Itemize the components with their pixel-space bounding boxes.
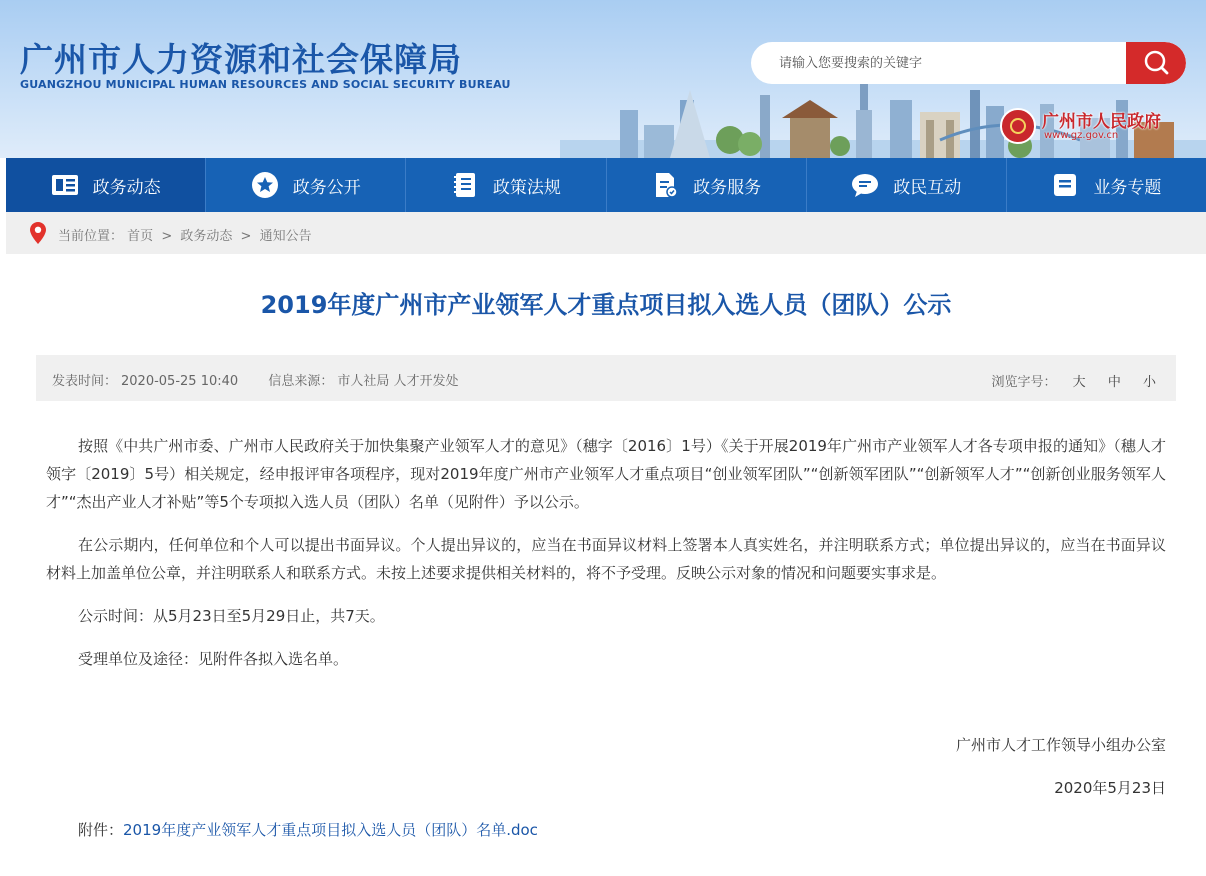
article-paragraph: 受理单位及途径：见附件各拟入选名单。 xyxy=(78,650,349,668)
gov-portal-url: www.gz.gov.cn xyxy=(1044,130,1119,141)
nav-item-topics[interactable] xyxy=(1007,158,1206,212)
nav-item-service[interactable] xyxy=(607,158,807,212)
search-input[interactable] xyxy=(751,42,1125,84)
font-size-switcher xyxy=(992,371,1156,390)
gov-emblem-icon xyxy=(1000,108,1036,144)
site-title[interactable]: 广州市人力资源和社会保障局 xyxy=(20,40,462,79)
article-body xyxy=(46,432,1166,688)
font-size-medium[interactable]: 中 xyxy=(1107,375,1121,390)
nav-item-policy[interactable] xyxy=(406,158,606,212)
font-size-large[interactable]: 大 xyxy=(1072,375,1086,390)
source-label: 信息来源： xyxy=(268,374,334,389)
breadcrumb-separator: > xyxy=(161,229,173,244)
article-paragraph: 按照《中共广州市委、广州市人民政府关于加快集聚产业领军人才的意见》（穗字〔2016〕1号）《关于开展2019年广州市产业领军人才各专项申报的通知》（穗人才领字〔2019〕5号）相关规定，经申报评审各项程序，现对2019年度广州市产业领军人才重点项目“创业领军团队”“创新领军团队”“创新领军人才”“创新创业服务领军人才”“杰出产业人才补贴”等5个专项拟入选人员（团队）名单（见附件）予以公示。 xyxy=(46,437,1166,511)
publish-time: 2020-05-25 10:40 xyxy=(121,374,239,389)
nav-item-interaction[interactable] xyxy=(807,158,1007,212)
nav-item-label: 政务动态 xyxy=(92,177,161,198)
breadcrumb-bar xyxy=(6,212,1206,254)
article-date: 2020年5月23日 xyxy=(1054,779,1166,797)
article-signature: 广州市人才工作领导小组办公室 xyxy=(955,736,1166,754)
search-button[interactable] xyxy=(1126,42,1186,84)
nav-item-label: 业务专题 xyxy=(1093,177,1162,198)
article-paragraph: 公示时间：从5月23日至5月29日止，共7天。 xyxy=(78,607,385,625)
search-icon xyxy=(1126,42,1186,84)
article-title: 2019年度广州市产业领军人才重点项目拟入选人员（团队）公示 xyxy=(260,291,952,319)
breadcrumb-news[interactable]: 政务动态 xyxy=(180,229,233,244)
news-icon xyxy=(51,171,79,199)
attachment-label: 附件： xyxy=(78,821,124,839)
nav-item-label: 政务公开 xyxy=(292,177,361,198)
gov-portal-name: 广州市人民政府 xyxy=(1042,112,1161,132)
breadcrumb xyxy=(58,225,312,244)
service-icon xyxy=(651,171,679,199)
site-title-en: GUANGZHOU MUNICIPAL HUMAN RESOURCES AND SOCIAL SECURITY BUREAU xyxy=(20,78,511,91)
search-box xyxy=(751,42,1186,84)
document-icon xyxy=(451,171,479,199)
nav-item-label: 政务服务 xyxy=(693,177,762,198)
location-pin-icon xyxy=(30,222,46,244)
star-icon xyxy=(251,171,279,199)
chat-icon xyxy=(851,171,879,199)
breadcrumb-notice[interactable]: 通知公告 xyxy=(259,229,312,244)
source: 市人社局 人才开发处 xyxy=(337,374,459,389)
gov-portal-logo[interactable] xyxy=(1000,106,1182,146)
nav-item-news[interactable] xyxy=(6,158,206,212)
breadcrumb-home[interactable]: 首页 xyxy=(127,229,154,244)
topic-icon xyxy=(1051,171,1079,199)
main-nav xyxy=(6,158,1206,212)
nav-item-public[interactable] xyxy=(206,158,406,212)
breadcrumb-separator: > xyxy=(240,229,252,244)
article-meta-info xyxy=(52,370,462,389)
font-size-small[interactable]: 小 xyxy=(1142,375,1156,390)
site-header xyxy=(0,0,1206,158)
nav-item-label: 政民互动 xyxy=(893,177,962,198)
attachment-link[interactable]: 2019年度产业领军人才重点项目拟入选人员（团队）名单.doc xyxy=(123,821,538,839)
font-size-label: 浏览字号： xyxy=(991,375,1057,390)
nav-item-label: 政策法规 xyxy=(492,177,561,198)
article-meta-bar xyxy=(36,355,1176,401)
publish-time-label: 发表时间： xyxy=(52,374,118,389)
attachment-line xyxy=(78,819,538,840)
breadcrumb-prefix: 当前位置： xyxy=(58,229,124,244)
article-paragraph: 在公示期内，任何单位和个人可以提出书面异议。个人提出异议的，应当在书面异议材料上签署本人真实姓名，并注明联系方式；单位提出异议的，应当在书面异议材料上加盖单位公章，并注明联系人和联系方式。未按上述要求提供相关材料的，将不予受理。反映公示对象的情况和问题要实事求是。 xyxy=(46,536,1166,582)
